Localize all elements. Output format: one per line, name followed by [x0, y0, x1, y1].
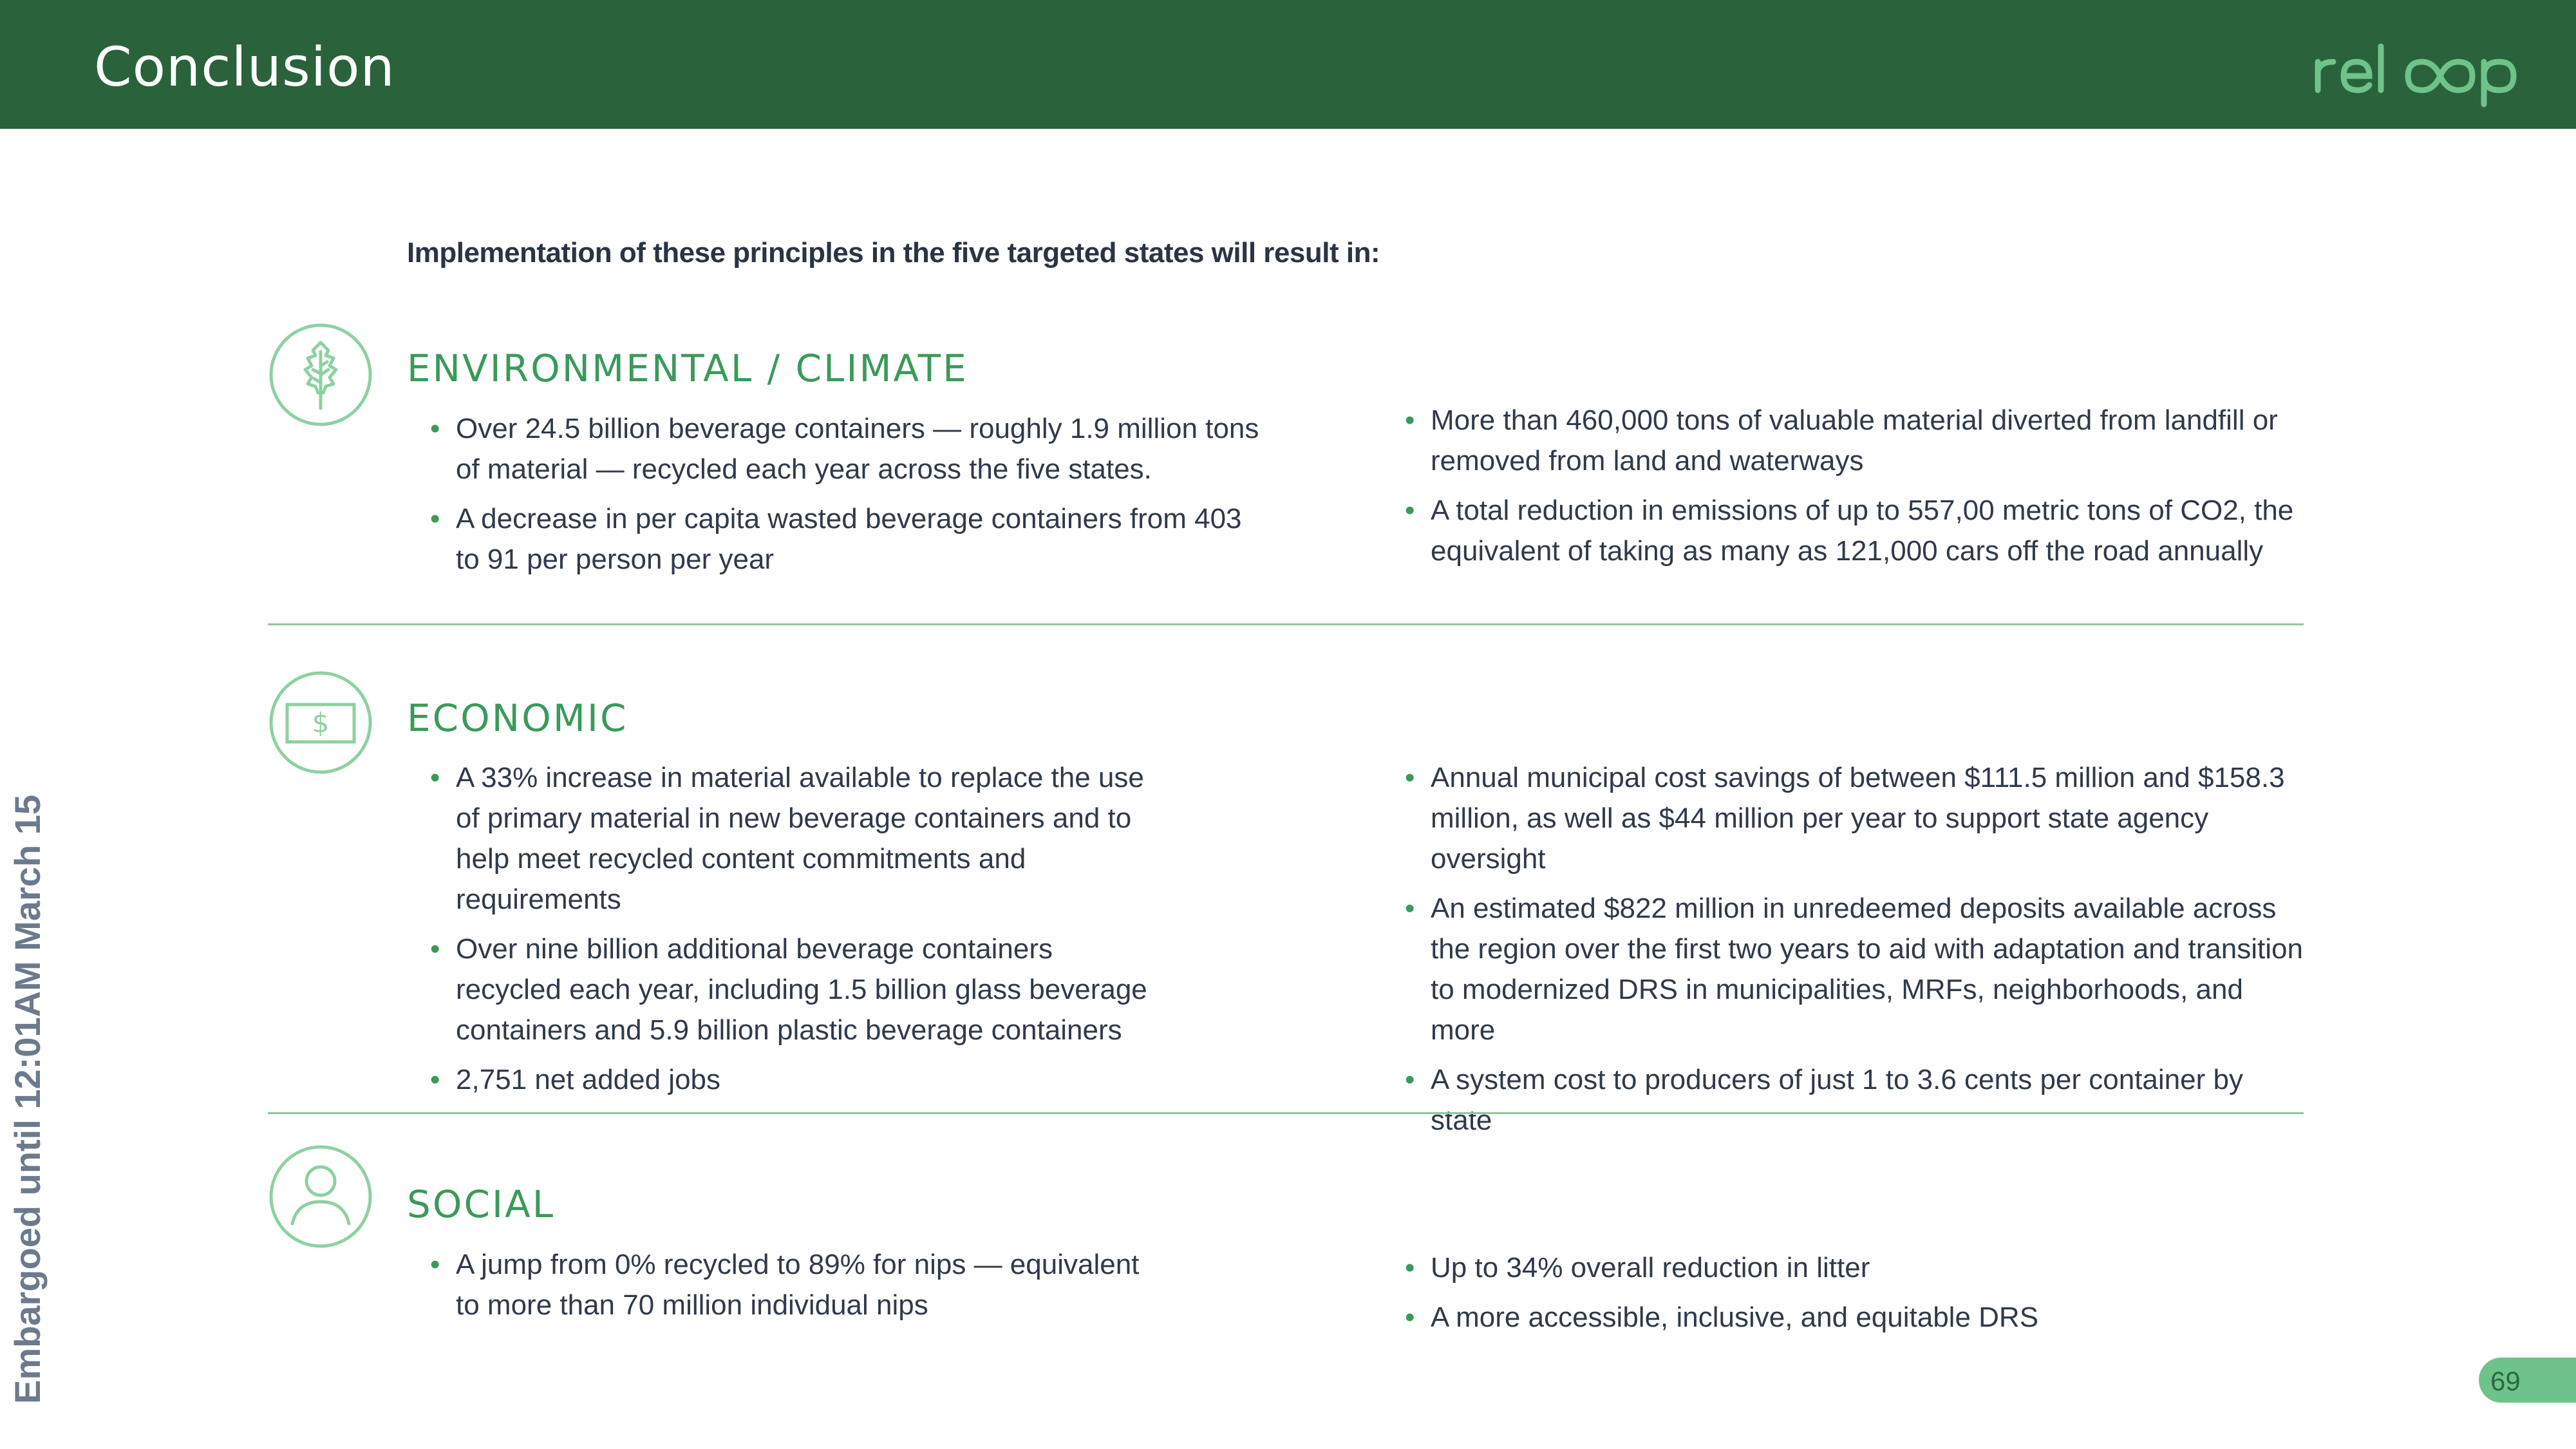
list-item: • 2,751 net added jobs — [430, 1059, 1151, 1100]
section-title-environmental: ENVIRONMENTAL / CLIMATE — [407, 346, 968, 390]
economic-left-list — [430, 757, 1151, 1109]
list-item: • An estimated $822 million in unredeemed deposits available across the region over the first two years to aid with adaptation and transition to modernized DRS in municipalities, MRFs, neighborhoods, and more — [1405, 888, 2306, 1050]
reloop-logo — [2311, 37, 2530, 108]
list-item: • A total reduction in emissions of up to 557,00 metric tons of CO2, the equivalent of taking as many as 121,000 cars off the road annually — [1405, 490, 2306, 571]
person-icon — [269, 1145, 372, 1248]
list-item: • More than 460,000 tons of valuable material diverted from landfill or removed from land and waterways — [1405, 400, 2306, 481]
section-title-economic: ECONOMIC — [407, 696, 628, 740]
list-item: • Over nine billion additional beverage containers recycled each year, including 1.5 billion glass beverage containers and 5.9 billion plastic beverage containers — [430, 929, 1151, 1050]
environmental-left-list — [430, 408, 1267, 589]
intro-text: Implementation of these principles in the five targeted states will result in: — [407, 237, 1380, 269]
section-divider — [268, 623, 2304, 625]
list-item: • Annual municipal cost savings of between $111.5 million and $158.3 million, as well as $44 million per year to support state agency oversight — [1405, 757, 2306, 879]
list-item: • A jump from 0% recycled to 89% for nips — equivalent to more than 70 million individual nips — [430, 1244, 1151, 1325]
list-item: • A decrease in per capita wasted beverage containers from 403 to 91 per person per year — [430, 498, 1267, 580]
list-item: • Up to 34% overall reduction in litter — [1405, 1247, 2306, 1288]
svg-text:$: $ — [312, 707, 330, 739]
economic-right-list — [1405, 757, 2306, 1150]
section-title-social: SOCIAL — [407, 1182, 556, 1226]
list-item: • Over 24.5 billion beverage containers — roughly 1.9 million tons of material — recycled each year across the five states. — [430, 408, 1267, 489]
section-divider — [268, 1112, 2304, 1114]
dollar-bill-icon — [269, 671, 372, 774]
environmental-right-list — [1405, 400, 2306, 580]
page-title: Conclusion — [94, 35, 395, 99]
list-item: • A system cost to producers of just 1 to 3.6 cents per container by state — [1405, 1059, 2306, 1141]
list-item: • A 33% increase in material available to replace the use of primary material in new beverage containers and to help meet recycled content commitments and requirements — [430, 757, 1151, 920]
social-left-list — [430, 1244, 1151, 1334]
header-bar — [0, 0, 2576, 129]
embargo-notice: Embargoed until 12:01AM March 15 — [7, 794, 48, 1404]
list-item: • A more accessible, inclusive, and equitable DRS — [1405, 1297, 2306, 1338]
leaf-icon — [269, 323, 372, 426]
page-number: 69 — [2490, 1366, 2521, 1396]
social-right-list — [1405, 1247, 2306, 1347]
